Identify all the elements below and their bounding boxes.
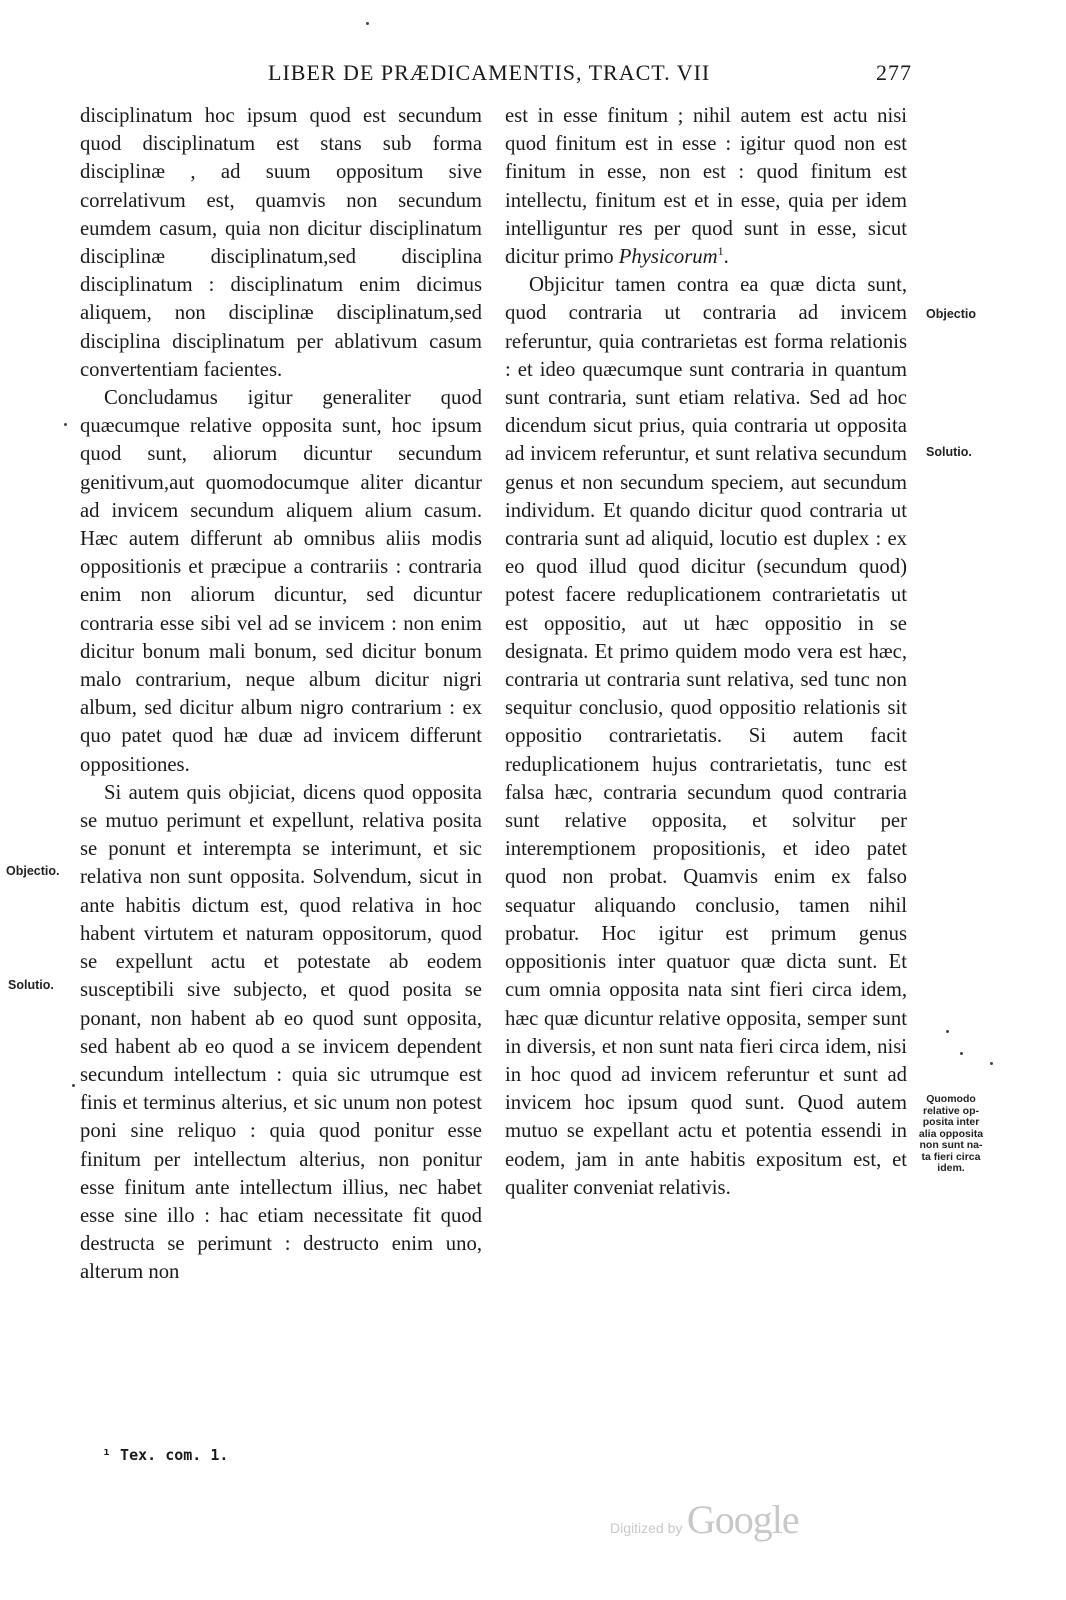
- watermark-digitized-text: Digitized by: [610, 1520, 683, 1536]
- print-speck: [960, 1052, 963, 1055]
- right-column: [505, 102, 907, 1202]
- print-speck: [64, 423, 67, 426]
- right-paragraph-1-end: .: [723, 246, 729, 269]
- margin-note-solutio-left: Solutio.: [8, 978, 54, 992]
- right-paragraph-2: Objicitur tamen contra ea quæ dicta sunt, quod contraria ut contraria ad invicem referuntur, quia contrarietas est forma relationis : et ideo quæcumque sunt contraria in quantum sunt contraria, sunt etiam relativa. Sed ad hoc dicendum sicut prius, quia contraria ut opposita ad invicem referuntur, et sunt relativa secundum genus et non secundum speciem, aut secundum individum. Et quando dicitur quod contraria ut contraria sunt ad aliquid, locutio est duplex : ex eo quod illud quod dicitur (secundum quod) potest facere reduplicationem contrarietatis ut est oppositio, aut ut hæc oppositio in se designata. Et primo quidem modo vera est hæc, contraria ut contraria sunt relativa, sed tunc non sequitur conclusio, quod oppositio relationis sit oppositio contrarietatis. Si autem facit reduplicationem hujus contrarietatis, tunc est falsa hæc, contraria secundum quod contraria sunt relative opposita, et solvitur per interemptionem propositionis, et ideo patet quod non probat. Quamvis enim ex falso sequatur aliquando conclusio, tamen nihil probatur. Hoc igitur est primum genus oppositionis inter quatuor quæ dicta sunt. Et cum omnia opposita nata sint fieri circa idem, hæc quæ dicuntur relative opposita, semper sunt in diversis, et non sunt nata fieri circa idem, nisi in hoc quod ad invicem referuntur et sunt ad invicem hoc ipsum quod sunt. Quod autem mutuo se expellant actu et potentia essendi in eodem, jam in ante habitis expositum est, et qualiter conveniat relativis.: [505, 274, 907, 1199]
- quomodo-line: ta fieri circa: [921, 1150, 981, 1163]
- footnote: ¹ Tex. com. 1.: [102, 1446, 229, 1464]
- margin-note-objectio-right: Objectio: [926, 307, 977, 321]
- quomodo-line: non sunt na-: [919, 1139, 983, 1151]
- print-speck: [990, 1062, 993, 1065]
- print-speck: [72, 1084, 75, 1087]
- left-column: [80, 102, 482, 1287]
- right-paragraph-1-text: est in esse finitum ; nihil autem est actu nisi quod finitum est in esse : igitur quod non est finitum in esse, non est : quod finitum est intellectu, finitum est et in esse, quia per idem intelliguntur res per quod sunt in esse, sicut dicitur primo: [505, 105, 907, 269]
- left-paragraph-2: Concludamus igitur generaliter quod quæcumque relative opposita sunt, hoc ipsum quod sunt, aliorum dicuntur secundum genitivum,aut quomodocumque aliter dicantur ad invicem secundum aliquem alium casum. Hæc autem differunt ab omnibus aliis modis oppositionis et præcipue a contrariis : contraria enim non aliorum dicuntur, sed dicuntur contraria esse sibi vel ad se invicem : non enim dicitur bonum mali bonum, sed dicitur bonum malo contrarium, neque album dicitur nigri album, sed dicitur album nigro contrarium : ex quo patet quod hæ duæ ad invicem differunt oppositiones.: [80, 387, 482, 776]
- book-title-italic: Physicorum: [618, 246, 718, 269]
- quomodo-line: Quomodo: [926, 1093, 976, 1105]
- quomodo-line: idem.: [937, 1162, 965, 1174]
- margin-note-solutio-right: Solutio.: [926, 445, 972, 459]
- margin-note-quomodo: [908, 1094, 994, 1175]
- left-paragraph-1: disciplinatum hoc ipsum quod est secundum quod disciplinatum est stans sub forma disciplinæ , ad suum oppositum sive correlativum est, quamvis non secundum eumdem casum, quia non dicitur disciplinatum disciplinæ disciplinatum,sed disciplina disciplinatum : disciplinatum enim dicimus aliquem, non disciplinæ disciplinatum,sed disciplina disciplinatum per ablativum casum convertentiam facientes.: [80, 105, 482, 381]
- running-title: LIBER DE PRÆDICAMENTIS, TRACT. VII: [268, 60, 711, 85]
- print-speck: [366, 22, 369, 25]
- quomodo-line: alia opposita: [918, 1127, 984, 1140]
- quomodo-line: relative op-: [922, 1104, 980, 1117]
- google-logo-text: Google: [686, 1497, 799, 1542]
- left-paragraph-3: Si autem quis objiciat, dicens quod opposita se mutuo perimunt et expellunt, relativa posita se ponunt et interempta se interimunt, et sic relativa non sunt opposita. Solvendum, sicut in ante habitis dictum est, quod relativa in hoc habent virtutem et naturam oppositorum, quod se expellunt actu et potestate ab eodem susceptibili sive subjecto, et quod posita se ponant, non habent ab eo quod sunt opposita, sed habent ab eo quod a se invicem dependent secundum intellectum : quia sic utrumque est finis et terminus alterius, et sic unum non potest poni sine reliquo : quia quod ponitur esse finitum per intellectum alterius, non ponitur esse finitum ante intellectum illius, nec habet esse sine illo : hac etiam necessitate fit quod destructa se perimunt : destructo enim uno, alterum non: [80, 781, 482, 1284]
- margin-note-objectio-left: Objectio.: [6, 864, 60, 878]
- quomodo-line: posita inter: [922, 1116, 980, 1128]
- print-speck: [946, 1030, 949, 1033]
- running-header: [0, 60, 1066, 90]
- google-watermark: [610, 1496, 799, 1543]
- page-number: 277: [876, 60, 912, 85]
- footnote-marker: 1: [717, 244, 724, 259]
- right-paragraph-1: [505, 102, 907, 271]
